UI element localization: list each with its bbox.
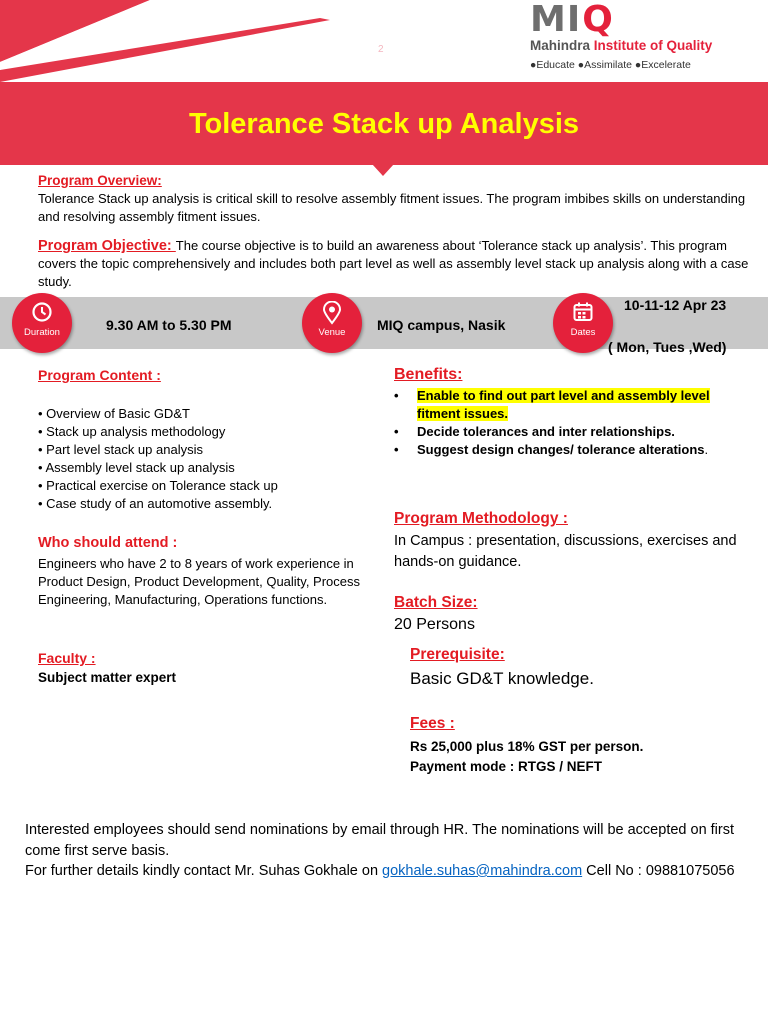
page-title: Tolerance Stack up Analysis bbox=[188, 108, 580, 140]
methodology-text: In Campus : presentation, discussions, exercises and hands-on guidance. bbox=[394, 533, 737, 570]
footer-contact-line bbox=[25, 861, 745, 882]
program-objective bbox=[38, 237, 750, 291]
contact-email-link[interactable]: gokhale.suhas@mahindra.com bbox=[382, 863, 583, 879]
fees-heading: Fees : bbox=[410, 715, 455, 732]
benefit-period: . bbox=[704, 442, 709, 457]
payment-mode: Payment mode : RTGS / NEFT bbox=[410, 759, 603, 774]
miq-logo bbox=[530, 0, 760, 71]
methodology-heading: Program Methodology : bbox=[394, 510, 568, 527]
objective-heading: Program Objective: bbox=[38, 238, 176, 254]
program-content-list bbox=[38, 405, 278, 513]
venue-label: Venue bbox=[318, 327, 346, 338]
dates-label: Dates bbox=[570, 327, 596, 338]
logo-name-institute: Institute of Quality bbox=[593, 38, 713, 53]
list-item: • Stack up analysis methodology bbox=[38, 423, 278, 441]
list-item: • Assembly level stack up analysis bbox=[38, 459, 278, 477]
overview-text: Tolerance Stack up analysis is critical skill to resolve assembly fitment issues. The program imbibes skills on understanding and resolving assembly fitment issues. bbox=[38, 191, 746, 224]
footer-contact-prefix: For further details kindly contact Mr. Suhas Gokhale on bbox=[25, 863, 383, 879]
who-should-attend-heading: Who should attend : bbox=[38, 535, 178, 551]
faculty-heading: Faculty : bbox=[38, 650, 96, 666]
prerequisite-text: Basic GD&T knowledge. bbox=[410, 669, 594, 688]
page-number: 2 bbox=[378, 44, 384, 55]
overview-heading: Program Overview: bbox=[38, 173, 162, 188]
dates-value: 10-11-12 Apr 23 bbox=[624, 297, 727, 313]
batch-size-text: 20 Persons bbox=[394, 616, 475, 633]
location-pin-icon bbox=[321, 301, 343, 325]
list-item: • Decide tolerances and inter relationships. bbox=[394, 423, 754, 441]
faculty-text: Subject matter expert bbox=[38, 670, 177, 685]
footer-contact bbox=[25, 820, 745, 882]
benefit-highlighted: Enable to find out part level and assembly level fitment issues. bbox=[417, 388, 710, 421]
duration-label: Duration bbox=[24, 327, 60, 338]
fees-amount: Rs 25,000 plus 18% GST per person. bbox=[410, 739, 644, 754]
batch-size-heading: Batch Size: bbox=[394, 594, 478, 611]
calendar-icon bbox=[572, 301, 594, 323]
prerequisite-heading: Prerequisite: bbox=[410, 646, 505, 663]
benefit-text: Suggest design changes/ tolerance alterations bbox=[417, 442, 705, 457]
list-item: • Overview of Basic GD&T bbox=[38, 405, 278, 423]
benefits-list bbox=[394, 387, 754, 459]
logo-letter-q: Q bbox=[582, 0, 613, 40]
benefits-heading: Benefits: bbox=[394, 366, 463, 383]
logo-tagline: ●Educate ●Assimilate ●Excelerate bbox=[530, 59, 691, 71]
venue-badge bbox=[302, 293, 362, 353]
footer-nomination-text: Interested employees should send nominations by email through HR. The nominations will be accepted on first come first serve basis. bbox=[25, 822, 735, 859]
logo-name-mahindra: Mahindra bbox=[530, 38, 594, 53]
who-should-attend-text: Engineers who have 2 to 8 years of work experience in Product Design, Product Development, Quality, Process Engineering, Manufacturing, Operations functions. bbox=[38, 556, 361, 607]
logo-institute-name bbox=[530, 38, 760, 53]
list-item: • Part level stack up analysis bbox=[38, 441, 278, 459]
clock-icon bbox=[31, 301, 53, 323]
logo-letter-i: I bbox=[566, 0, 581, 40]
corner-swoosh-decoration bbox=[0, 0, 330, 82]
miq-logo-mark bbox=[530, 0, 760, 40]
dates-days: ( Mon, Tues ,Wed) bbox=[608, 339, 727, 355]
objective-text: The course objective is to build an awareness about ‘Tolerance stack up analysis’. This program covers the topic comprehensively and includes both part level as well as assembly level stack up analysis along with a case study. bbox=[38, 238, 749, 289]
dates-badge bbox=[553, 293, 613, 353]
list-item: • Practical exercise on Tolerance stack up bbox=[38, 477, 278, 495]
duration-badge bbox=[12, 293, 72, 353]
list-item bbox=[394, 441, 754, 459]
program-overview bbox=[38, 172, 750, 226]
duration-value: 9.30 AM to 5.30 PM bbox=[106, 317, 232, 333]
logo-letter-m: M bbox=[530, 0, 565, 40]
fees-text bbox=[410, 737, 643, 777]
footer-cell-number: Cell No : 09881075056 bbox=[582, 863, 735, 879]
program-content-heading: Program Content : bbox=[38, 367, 161, 383]
list-item bbox=[394, 387, 754, 423]
list-item: • Case study of an automotive assembly. bbox=[38, 495, 278, 513]
header-area bbox=[0, 0, 768, 80]
venue-value: MIQ campus, Nasik bbox=[377, 317, 506, 333]
